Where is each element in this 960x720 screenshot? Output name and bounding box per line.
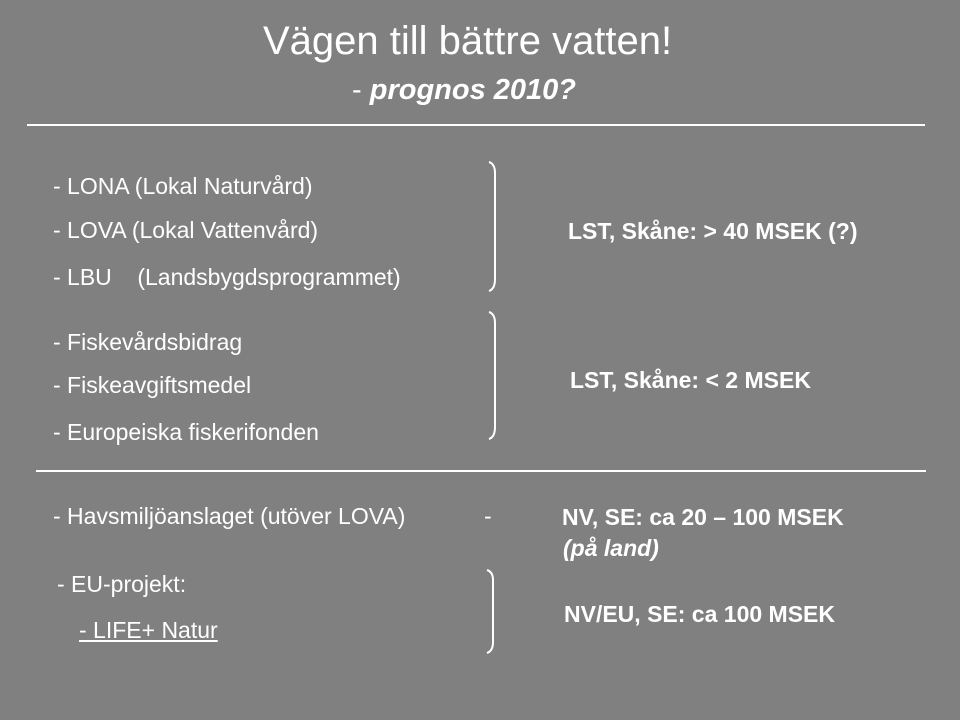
havsmiljo-dash: - [484, 503, 492, 529]
result-nv-eu-se: NV/EU, SE: ca 100 MSEK [564, 601, 835, 627]
result-pa-land: (på land) [563, 535, 659, 561]
list-item-havsmiljoanslaget: - Havsmiljöanslaget (utöver LOVA) [53, 503, 406, 529]
right-brace-2 [488, 311, 500, 441]
list-item-lona: - LONA (Lokal Naturvård) [53, 173, 313, 199]
slide-title: Vägen till bättre vatten! [263, 19, 673, 63]
section-divider [36, 470, 926, 472]
list-item-fiskevardsbidrag: - Fiskevårdsbidrag [53, 329, 243, 355]
title-divider [27, 124, 925, 126]
list-item-lbu: - LBU (Landsbygdsprogrammet) [53, 264, 401, 290]
list-item-europeiska-fiskerifonden: - Europeiska fiskerifonden [53, 419, 319, 445]
subtitle-text: prognos 2010? [369, 74, 577, 106]
right-brace-3 [486, 569, 498, 655]
list-item-lova: - LOVA (Lokal Vattenvård) [53, 217, 319, 243]
list-item-life-natur: - LIFE+ Natur [79, 617, 218, 643]
result-lst-skane-2: LST, Skåne: < 2 MSEK [570, 367, 811, 393]
result-nv-se: NV, SE: ca 20 – 100 MSEK [562, 504, 844, 530]
list-item-eu-projekt: - EU-projekt: [57, 571, 187, 597]
right-brace-1 [488, 161, 500, 293]
subtitle-dash: - [352, 74, 362, 106]
result-lst-skane-1: LST, Skåne: > 40 MSEK (?) [568, 218, 858, 244]
slide-subtitle [352, 73, 576, 107]
list-item-fiskeavgiftsmedel: - Fiskeavgiftsmedel [53, 372, 252, 398]
